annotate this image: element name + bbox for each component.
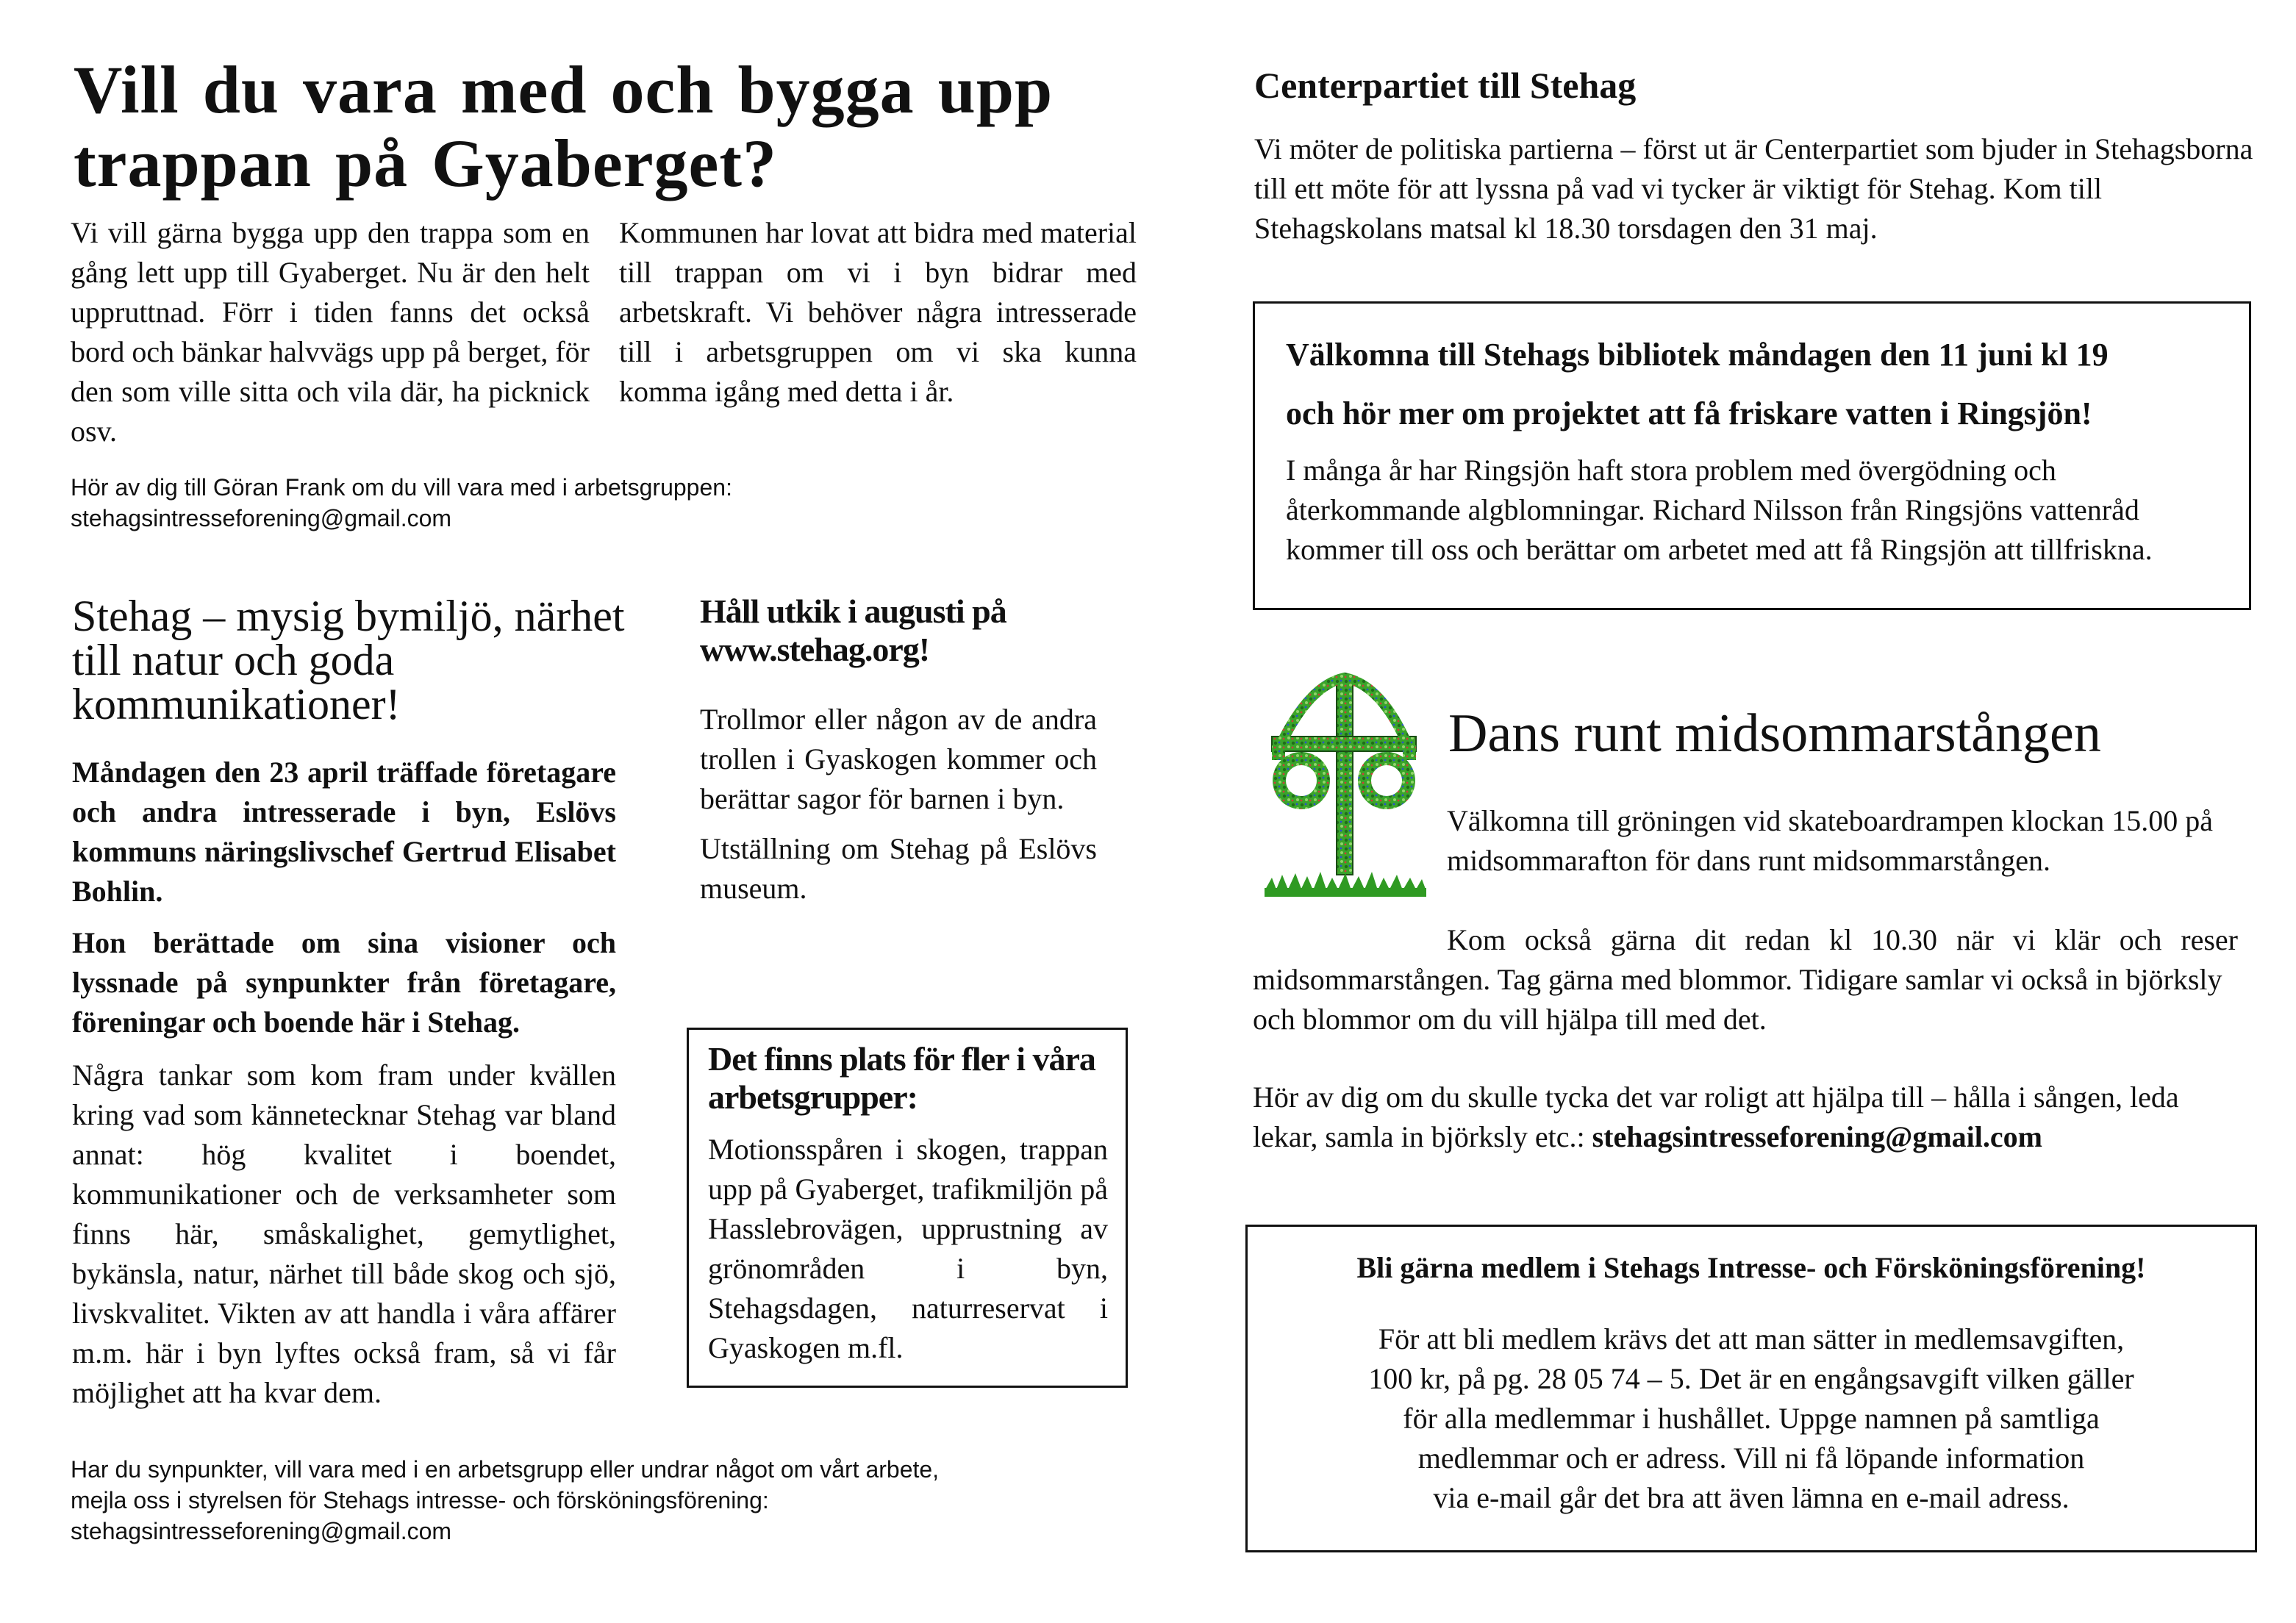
workgroups-heading: Det finns plats för fler i våra arbetsgrupper: [708, 1040, 1095, 1116]
footer-contact [71, 1454, 1159, 1547]
maypole-icon [1265, 670, 1426, 898]
gyaberget-text-col1: Vi vill gärna bygga upp den trappa som en gång lett upp till Gyaberget. Nu är den helt uppruttnad. Förr i tiden fanns det också bord och bänkar halvvägs upp på berget, för den som ville sitta och vila där, ha picknick osv. [71, 216, 590, 448]
membership-line-5: via e-mail går det bra att även lämna en e-mail adress. [1433, 1481, 2070, 1514]
midsommar-help-text: Hör av dig om du skulle tycka det var roligt att hjälpa till – hålla i sången, leda lekar, samla in björksly etc.: [1253, 1081, 2179, 1153]
workgroups-box [687, 1028, 1128, 1388]
library-box [1253, 301, 2251, 610]
footer-line-1: Har du synpunkter, vill vara med i en arbetsgrupp eller undrar något om vårt arbete, [71, 1456, 940, 1483]
midsommar-heading: Dans runt midsommarstången [1448, 703, 2101, 764]
library-text: I många år har Ringsjön haft stora problem med övergödning och återkommande algblomningar. Richard Nilsson från Ringsjöns vattenråd kommer till oss och berättar om arbetet med att få Ringsjön att tillfriskna. [1286, 454, 2153, 566]
footer-line-2: mejla oss i styrelsen för Stehags intresse- och försköningsförening: [71, 1487, 769, 1513]
utkik-paragraph-1: Trollmor eller någon av de andra trollen i Gyaskogen kommer och berättar sagor för barnen i byn. [700, 703, 1097, 815]
membership-line-2: 100 kr, på pg. 28 05 74 – 5. Det är en engångsavgift vilken gäller [1368, 1362, 2134, 1395]
midsommar-email[interactable]: stehagsintresseforening@gmail.com [1592, 1120, 2042, 1153]
midsommar-paragraph-2-indent: Kom också gärna dit redan kl 10.30 när vi klär och reser [1447, 923, 2238, 956]
membership-heading: Bli gärna medlem i Stehags Intresse- och Försköningsförening! [1356, 1251, 2146, 1284]
gyaberget-title: Vill du vara med och bygga upp trappan på Gyaberget? [74, 52, 1054, 201]
footer-email[interactable]: stehagsintresseforening@gmail.com [71, 1518, 452, 1544]
membership-line-3: för alla medlemmar i hushållet. Uppge namnen på samtliga [1403, 1402, 2100, 1435]
midsommar-paragraph-2 [1253, 920, 2238, 1039]
stehag-article [72, 753, 616, 1413]
centerpartiet-text: Vi möter de politiska partierna – först ut är Centerpartiet som bjuder in Stehagsborna till ett möte för att lyssna på vad vi tycker är viktigt för Stehag. Kom till Stehagskolans matsal kl 18.30 torsdagen den 31 maj. [1254, 132, 2253, 245]
contact-line: Hör av dig till Göran Frank om du vill vara med i arbetsgruppen: [71, 474, 732, 501]
stehag-body-paragraph: Några tankar som kom fram under kvällen kring vad som kännetecknar Stehag var bland annat: hög kvalitet i boendet, kommunikationer och de verksamheter som finns här, småskalighet, gemytlighet, bykänsla, natur, närhet till både skog och sjö, livskvalitet. Vikten av att handla i våra affärer m.m. här i byn lyftes också fram, så vi får möjlighet att ha kvar dem. [72, 1058, 616, 1409]
utkik-paragraph-2: Utställning om Stehag på Eslövs museum. [700, 832, 1097, 905]
midsommar-paragraph-2-rest: midsommarstången. Tag gärna med blommor. Tidigare samlar vi också in björksly och blommor om du vill hjälpa till med det. [1253, 963, 2222, 1036]
contact-email[interactable]: stehagsintresseforening@gmail.com [71, 505, 452, 531]
workgroups-text: Motionsspåren i skogen, trappan upp på Gyaberget, trafikmiljön på Hasslebrovägen, upprustning av grönområden i byn, Stehagsdagen, naturreservat i Gyaskogen m.fl. [708, 1133, 1108, 1364]
midsommar-paragraph-1: Välkomna till gröningen vid skateboardrampen klockan 15.00 på midsommarafton för dans runt midsommarstången. [1447, 804, 2213, 877]
membership-line-4: medlemmar och er adress. Vill ni få löpande information [1417, 1441, 2085, 1475]
library-heading-1: Välkomna till Stehags bibliotek måndagen den 11 juni kl 19 [1286, 337, 2109, 373]
centerpartiet-heading: Centerpartiet till Stehag [1254, 65, 1637, 106]
library-heading-2: och hör mer om projektet att få friskare vatten i Ringsjön! [1286, 395, 2092, 431]
utkik-text [700, 700, 1097, 909]
contact-block [71, 472, 1026, 534]
gyaberget-text-col2: Kommunen har lovat att bidra med material till trappan om vi i byn bidrar med arbetskraft. Vi behöver några intresserade till i arbetsgruppen om vi ska kunna komma igång med detta i år. [619, 216, 1137, 408]
membership-box [1245, 1225, 2257, 1552]
stehag-heading: Stehag – mysig bymiljö, närhet till natur och goda kommunikationer! [72, 592, 625, 728]
stehag-bold-paragraph-1: Måndagen den 23 april träffade företagare och andra intresserade i byn, Eslövs kommuns näringslivschef Gertrud Elisabet Bohlin. [72, 756, 616, 908]
utkik-heading: Håll utkik i augusti på www.stehag.org! [700, 592, 1006, 668]
stehag-bold-paragraph-2: Hon berättade om sina visioner och lyssnade på synpunkter från företagare, föreningar och boende här i Stehag. [72, 926, 616, 1039]
membership-line-1: För att bli medlem krävs det att man sätter in medlemsavgiften, [1378, 1322, 2125, 1355]
midsommar-paragraph-3 [1253, 1078, 2238, 1157]
